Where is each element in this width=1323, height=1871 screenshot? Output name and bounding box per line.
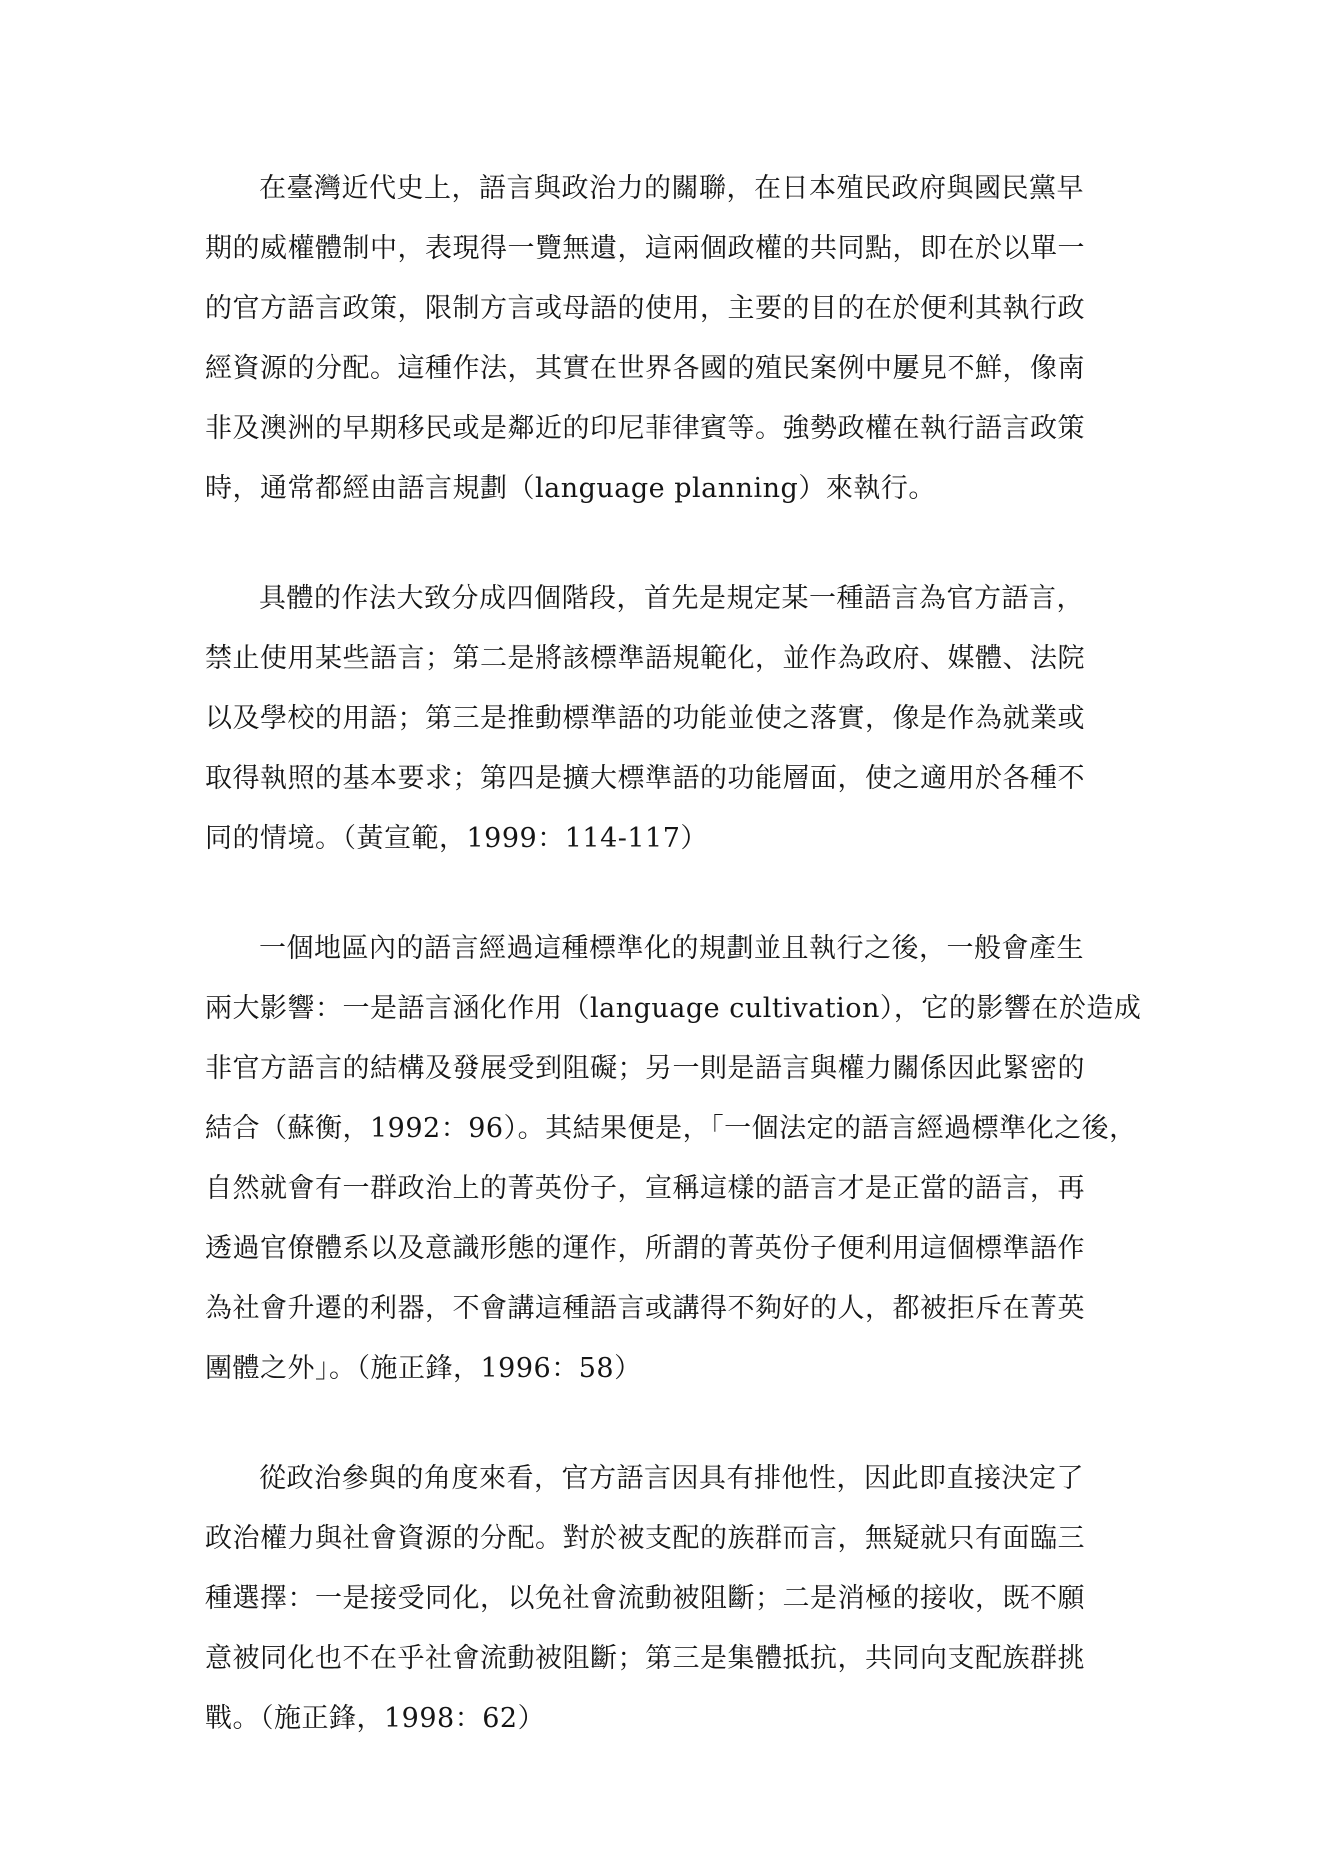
paragraph-spacer	[205, 869, 1125, 919]
paragraph-4-line-2: 政治權力與社會資源的分配。對於被支配的族群而言，無疑就只有面臨三	[205, 1523, 1085, 1554]
paragraph-4-line-5: 戰。（施正鋒，1998：62）	[205, 1703, 546, 1734]
paragraph-2	[205, 569, 1125, 869]
paragraph-2-line-5: 同的情境。（黃宣範，1999：114-117）	[205, 823, 708, 854]
paragraph-1-line-1: 在臺灣近代史上，語言與政治力的關聯，在日本殖民政府與國民黨早	[259, 173, 1084, 204]
paragraph-3	[205, 919, 1142, 1399]
paragraph-4-line-3: 種選擇：一是接受同化，以免社會流動被阻斷；二是消極的接收，既不願	[205, 1583, 1085, 1614]
paragraph-4-line-1: 從政治參與的角度來看，官方語言因具有排他性，因此即直接決定了	[259, 1463, 1084, 1494]
paragraph-1-line-5: 非及澳洲的早期移民或是鄰近的印尼菲律賓等。強勢政權在執行語言政策	[205, 413, 1085, 444]
paragraph-3-line-3: 非官方語言的結構及發展受到阻礙；另一則是語言與權力關係因此緊密的	[205, 1053, 1085, 1084]
paragraph-3-line-5: 自然就會有一群政治上的菁英份子，宣稱這樣的語言才是正當的語言，再	[205, 1173, 1085, 1204]
paragraph-spacer	[205, 519, 1125, 569]
paragraph-3-line-2: 兩大影響：一是語言涵化作用（language cultivation），它的影響在於造成	[205, 993, 1142, 1024]
paragraph-1-line-6: 時，通常都經由語言規劃（language planning）來執行。	[205, 473, 936, 504]
paragraph-3-line-8: 團體之外」。（施正鋒，1996：58）	[205, 1353, 642, 1384]
paragraph-3-line-1: 一個地區內的語言經過這種標準化的規劃並且執行之後，一般會產生	[259, 933, 1084, 964]
paragraph-4-line-4: 意被同化也不在乎社會流動被阻斷；第三是集體抵抗，共同向支配族群挑	[205, 1643, 1085, 1674]
paragraph-3-line-6: 透過官僚體系以及意識形態的運作，所謂的菁英份子便利用這個標準語作	[205, 1233, 1085, 1264]
paragraph-3-line-7: 為社會升遷的利器，不會講這種語言或講得不夠好的人，都被拒斥在菁英	[205, 1293, 1085, 1324]
paragraph-2-line-1: 具體的作法大致分成四個階段，首先是規定某一種語言為官方語言，	[259, 583, 1084, 614]
paragraph-1-line-4: 經資源的分配。這種作法，其實在世界各國的殖民案例中屢見不鮮，像南	[205, 353, 1085, 384]
paragraph-4	[205, 1449, 1125, 1749]
document-body	[205, 159, 1142, 1749]
paragraph-3-line-4: 結合（蘇衡，1992：96）。其結果便是，「一個法定的語言經過標準化之後，	[205, 1113, 1137, 1144]
paragraph-2-line-3: 以及學校的用語；第三是推動標準語的功能並使之落實，像是作為就業或	[205, 703, 1085, 734]
paragraph-1-line-2: 期的威權體制中，表現得一覽無遺，這兩個政權的共同點，即在於以單一	[205, 233, 1085, 264]
paragraph-1-line-3: 的官方語言政策，限制方言或母語的使用，主要的目的在於便利其執行政	[205, 293, 1085, 324]
paragraph-2-line-2: 禁止使用某些語言；第二是將該標準語規範化，並作為政府、媒體、法院	[205, 643, 1085, 674]
paragraph-spacer	[205, 1399, 1125, 1449]
paragraph-1	[205, 159, 1125, 519]
paragraph-2-line-4: 取得執照的基本要求；第四是擴大標準語的功能層面，使之適用於各種不	[205, 763, 1085, 794]
